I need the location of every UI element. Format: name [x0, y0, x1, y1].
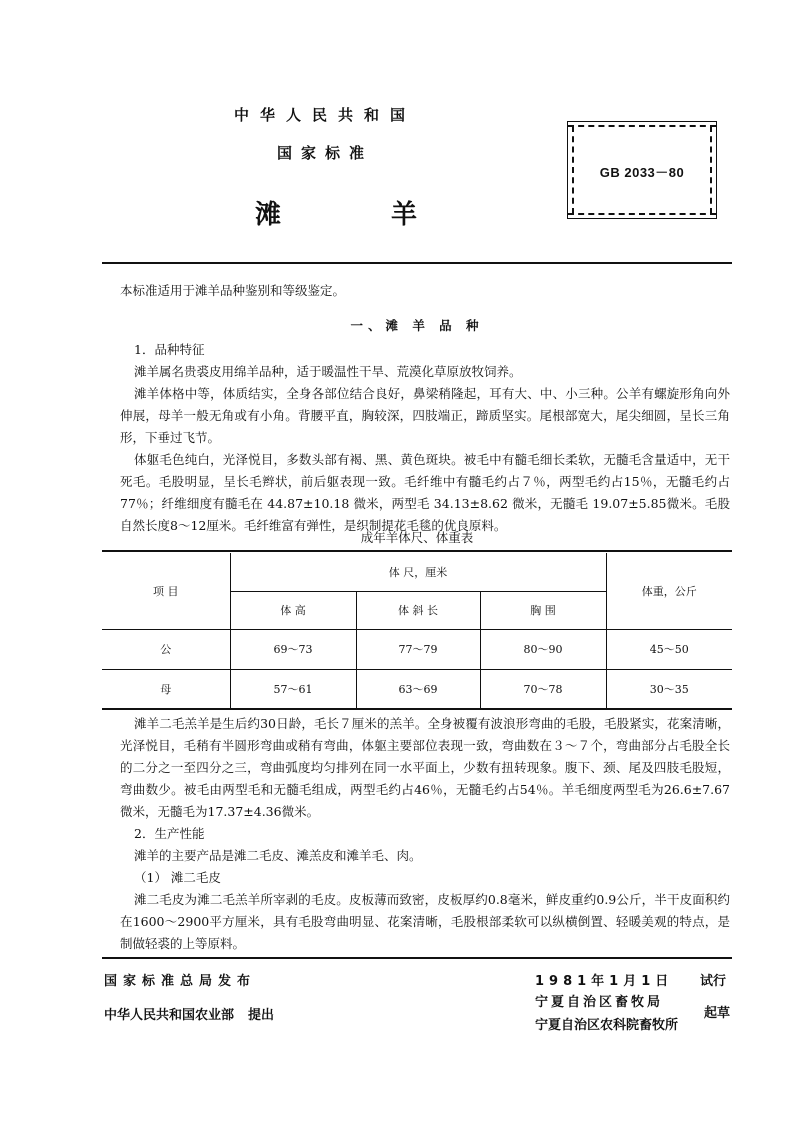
footer-date: 1981年1月1日	[535, 974, 674, 989]
footer-trial: 试行	[700, 974, 727, 989]
cell-height: 57～61	[230, 669, 356, 709]
document-title: 滩羊	[255, 200, 528, 230]
footer-proposer-label: 提出	[248, 1008, 275, 1023]
subheading-ertan-pelt: （1） 滩二毛皮	[134, 870, 221, 885]
section-lamb-body	[120, 713, 730, 955]
cell-chest: 80～90	[480, 629, 606, 669]
subheading-breed-traits: 1．品种特征	[134, 342, 205, 357]
footer-drafter-1: 宁夏自治区畜牧局	[535, 995, 664, 1010]
standard-code-box	[567, 121, 717, 219]
cell-height: 69～73	[230, 629, 356, 669]
section-breed-body	[120, 339, 730, 537]
section-heading-breed: 一、滩 羊 品 种	[350, 318, 484, 333]
cell-chest: 70～78	[480, 669, 606, 709]
header-chest: 胸 围	[480, 591, 606, 629]
paragraph-1: 滩羊属名贵裘皮用绵羊品种，适于暖温性干旱、荒漠化草原放牧饲养。	[134, 364, 522, 379]
header-country: 中华人民共和国	[233, 106, 416, 124]
header-standard-type: 国家标准	[276, 144, 373, 162]
footer-issuer: 国家标准总局发布	[104, 974, 257, 989]
header-height: 体 高	[230, 591, 356, 629]
header-item: 项 目	[153, 584, 179, 598]
paragraph-5: 滩羊的主要产品是滩二毛皮、滩羔皮和滩羊毛、肉。	[134, 848, 422, 863]
standard-code: GB 2033－80	[599, 165, 685, 180]
footer-draft-label: 起草	[704, 1006, 731, 1021]
table-caption: 成年羊体尺、体重表	[360, 530, 474, 545]
header-weight: 体重，公斤	[606, 553, 732, 629]
table-row	[102, 629, 732, 669]
header-rule	[102, 262, 732, 264]
table-row	[102, 669, 732, 709]
cell-length: 63～69	[356, 669, 480, 709]
row-label: 母	[102, 669, 230, 709]
paragraph-2: 滩羊体格中等，体质结实，全身各部位结合良好，鼻梁稍隆起，耳有大、中、小三种。公羊有螺旋形角向外伸展，母羊一般无角或有小角。背腰平直，胸较深，四肢端正，蹄质坚实。尾根部宽大，尾尖细圆，呈长三角形，下垂过飞节。	[120, 386, 730, 445]
row-label: 公	[102, 629, 230, 669]
footer-proposer-org: 中华人民共和国农业部	[104, 1008, 235, 1023]
footer-drafter-2: 宁夏自治区农科院畜牧所	[535, 1018, 679, 1033]
footer-proposer	[104, 1004, 274, 1023]
cell-weight: 30～35	[606, 669, 732, 709]
scope-text: 本标准适用于滩羊品种鉴别和等级鉴定。	[120, 283, 346, 298]
body-measurement-table	[102, 550, 732, 711]
cell-length: 77～79	[356, 629, 480, 669]
header-length: 体 斜 长	[356, 591, 480, 629]
footer-rule	[102, 957, 732, 959]
subheading-production: 2．生产性能	[134, 826, 205, 841]
paragraph-4: 滩羊二毛羔羊是生后约30日龄，毛长７厘米的羔羊。全身被覆有波浪形弯曲的毛股，毛股紧实，花案清晰，光泽悦目，毛稍有半圆形弯曲或稍有弯曲，体躯主要部位表现一致，弯曲数在３～７个，弯曲部分占毛股全长的二分之一至四分之三，弯曲弧度均匀排列在同一水平面上，少数有扭转现象。腹下、颈、尾及四肢毛股短，弯曲数少。被毛由两型毛和无髓毛组成，两型毛约占46％，无髓毛约占54％。羊毛细度两型毛为26.6±7.67微米，无髓毛为17.37±4.36微米。	[120, 716, 730, 819]
paragraph-6: 滩二毛皮为滩二毛羔羊所宰剥的毛皮。皮板薄而致密，皮板厚约0.8毫米，鲜皮重约0.9公斤，半干皮面积约在1600～2900平方厘米，具有毛股弯曲明显、花案清晰，毛股根部柔软可以纵横倒置、轻暖美观的特点，是制做轻裘的上等原料。	[120, 892, 730, 951]
cell-weight: 45～50	[606, 629, 732, 669]
paragraph-3: 体躯毛色纯白，光泽悦目，多数头部有褐、黑、黄色斑块。被毛中有髓毛细长柔软，无髓毛含量适中，无干死毛。毛股明显，呈长毛辫状，前后躯表现一致。毛纤维中有髓毛约占７％，两型毛约占15％，无髓毛约占77％；纤维细度有髓毛在 44.87±10.18 微米，两型毛 34.13±8.62 微米，无髓毛 19.07±5.85微米。毛股自然长度8～12厘米。毛纤维富有弹性，是织制提花毛毯的优良原料。	[120, 452, 730, 533]
header-size-group: 体 尺，厘米	[230, 553, 606, 591]
